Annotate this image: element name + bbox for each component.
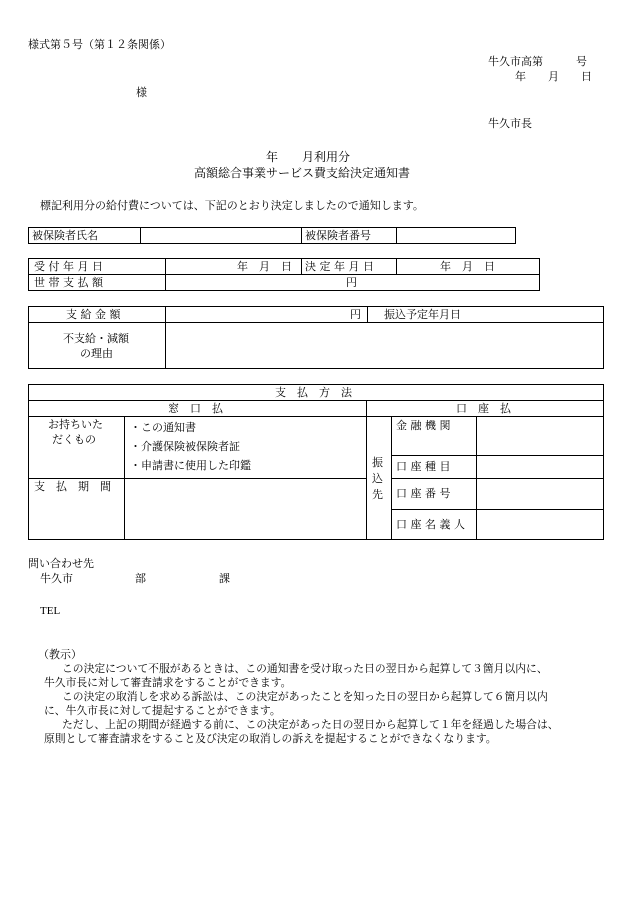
bring-item: ・介護保険被保険者証 [130, 440, 240, 453]
bring-item: ・申請書に使用した印鑑 [130, 459, 251, 472]
transfer-to-label: 込 [372, 472, 383, 485]
transfer-to-label: 振 [372, 456, 383, 469]
household-payment-label: 世 帯 支 払 額 [34, 276, 103, 289]
payment-amount-unit: 円 [350, 308, 361, 321]
bring-item: ・この通知書 [130, 421, 196, 434]
notice-text: この決定について不服があるときは、この通知書を受け取った日の翌日から起算して３箇月以内に、 [62, 662, 548, 675]
insured-number-label: 被保険者番号 [305, 229, 371, 242]
items-to-bring-label-2: だくもの [52, 433, 96, 446]
reason-label-2: の理由 [80, 347, 113, 360]
decision-date-label: 決 定 年 月 日 [305, 260, 374, 273]
account-number-label: 口 座 番 号 [396, 487, 451, 500]
household-payment-unit: 円 [346, 276, 357, 289]
form-number: 様式第５号（第１２条関係） [28, 38, 171, 51]
page-title: 高額総合事業サービス費支給決定通知書 [194, 166, 411, 180]
decision-date-value: 年 月 日 [440, 260, 495, 273]
bank-label: 金 融 機 関 [396, 419, 451, 432]
payment-method-table [28, 384, 604, 540]
transfer-to-label: 先 [372, 488, 383, 501]
addressee: 様 [136, 86, 147, 99]
notice-heading: （教示） [38, 648, 82, 661]
received-date-value: 年 月 日 [237, 260, 292, 273]
insured-table [28, 227, 516, 244]
payment-period-label: 支 払 期 間 [34, 480, 111, 493]
notice-text: 牛久市長に対して審査請求をすることができます。 [44, 676, 292, 689]
document-number: 牛久市高第 号 [488, 55, 587, 68]
transfer-date-label: 振込予定年月日 [384, 308, 461, 321]
contact-department: 部 [135, 572, 146, 585]
account-payment-label: 口 座 払 [456, 402, 511, 415]
intro-text: 標記利用分の給付費については、下記のとおり決定しましたので通知します。 [40, 199, 424, 212]
contact-city: 牛久市 [40, 572, 73, 585]
payment-method-title: 支 払 方 法 [275, 386, 352, 399]
usage-period: 年 月利用分 [266, 150, 351, 164]
issuer: 牛久市長 [488, 117, 532, 130]
issue-date: 年 月 日 [515, 70, 592, 83]
received-date-label: 受 付 年 月 日 [34, 260, 103, 273]
contact-heading: 問い合わせ先 [28, 557, 94, 570]
window-payment-label: 窓 口 払 [168, 402, 223, 415]
contact-tel: TEL [40, 605, 61, 617]
payment-amount-label: 支 給 金 額 [66, 308, 121, 321]
account-holder-label: 口 座 名 義 人 [396, 518, 465, 531]
account-type-label: 口 座 種 目 [396, 460, 451, 473]
notice-text: に、牛久市長に対して提起することができます。 [44, 704, 281, 717]
notice-text: ただし、上記の期間が経過する前に、この決定があった日の翌日から起算して１年を経過した場合は、 [62, 718, 559, 731]
reason-label: 不支給・減額 [63, 332, 129, 345]
contact-section: 課 [219, 572, 230, 585]
insured-name-label: 被保険者氏名 [32, 229, 98, 242]
notice-text: 原則として審査請求をすること及び決定の取消しの訴えを提起することができなくなります。 [44, 732, 497, 745]
notice-text: この決定の取消しを求める訴訟は、この決定があったことを知った日の翌日から起算して６箇月以内 [62, 690, 548, 703]
items-to-bring-label: お持ちいた [48, 418, 103, 431]
